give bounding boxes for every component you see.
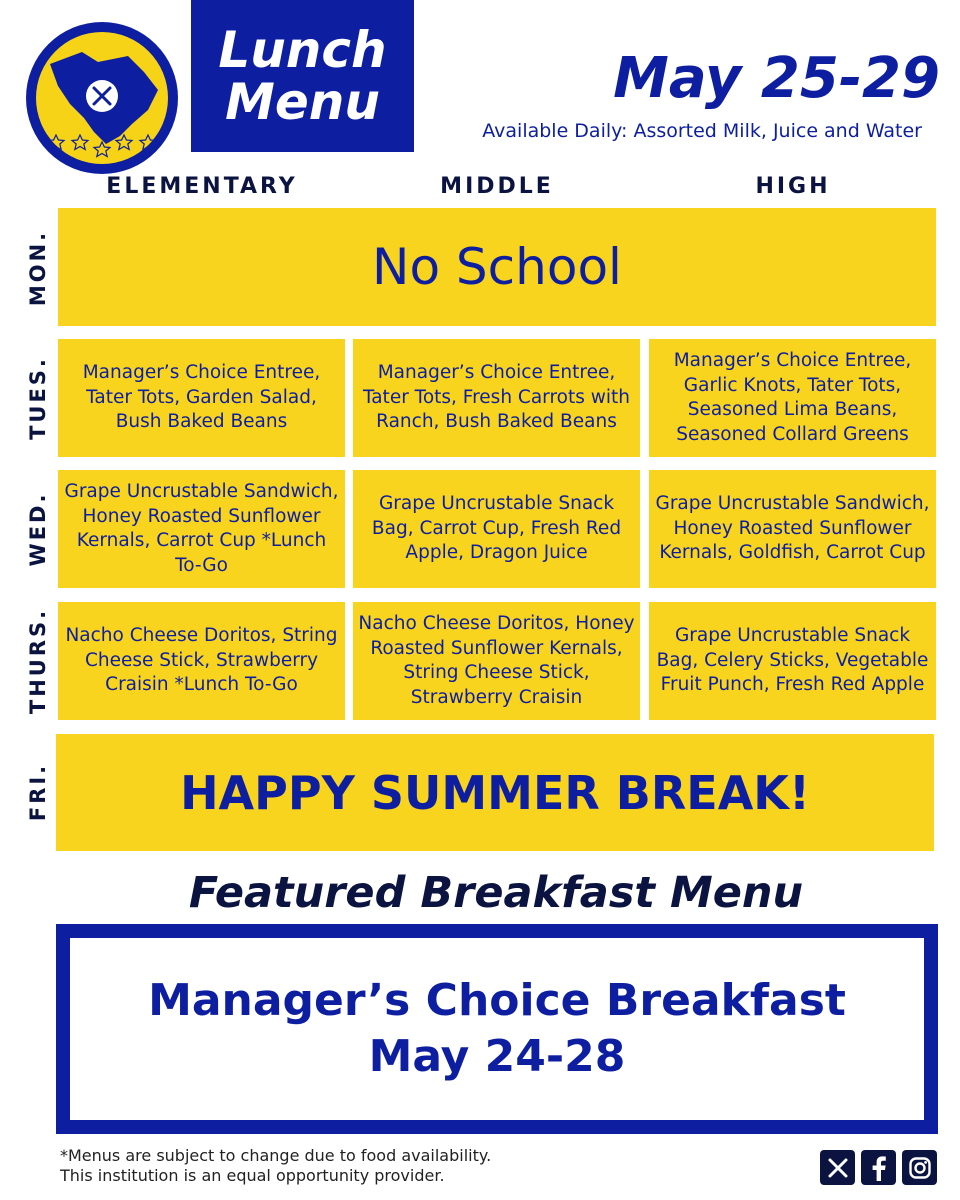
- menu-cell-tues-elementary: Manager’s Choice Entree, Tater Tots, Garden Salad, Bush Baked Beans: [58, 339, 345, 457]
- title-line-1: Lunch: [218, 21, 387, 79]
- footnote: [60, 1146, 491, 1186]
- banner-summer-break: HAPPY SUMMER BREAK!: [56, 734, 934, 851]
- breakfast-dates: May 24-28: [368, 1031, 626, 1082]
- district-logo: [26, 22, 178, 174]
- menu-cell-wed-elementary: Grape Uncrustable Sandwich, Honey Roasted Sunflower Kernals, Carrot Cup *Lunch To-Go: [58, 470, 345, 588]
- column-header-middle: MIDDLE: [440, 174, 554, 199]
- date-range: May 25-29: [613, 46, 940, 111]
- menu-cell-thurs-high: Grape Uncrustable Snack Bag, Celery Sticks, Vegetable Fruit Punch, Fresh Red Apple: [649, 602, 936, 720]
- available-daily-note: Available Daily: Assorted Milk, Juice and Water: [482, 120, 922, 142]
- x-icon[interactable]: [820, 1150, 855, 1185]
- menu-cell-wed-high: Grape Uncrustable Sandwich, Honey Roasted Sunflower Kernals, Goldfish, Carrot Cup: [649, 470, 936, 588]
- footnote-equal-opportunity: This institution is an equal opportunity provider.: [60, 1166, 445, 1185]
- banner-no-school: No School: [58, 208, 936, 326]
- instagram-icon[interactable]: [902, 1150, 937, 1185]
- menu-cell-thurs-middle: Nacho Cheese Doritos, Honey Roasted Sunflower Kernals, String Cheese Stick, Strawberry Craisin: [353, 602, 640, 720]
- breakfast-box: [56, 924, 938, 1134]
- featured-breakfast-heading: Featured Breakfast Menu: [188, 868, 804, 918]
- state-utensils-icon: [36, 32, 168, 164]
- menu-cell-thurs-elementary: Nacho Cheese Doritos, String Cheese Stick, Strawberry Craisin *Lunch To-Go: [58, 602, 345, 720]
- lunch-menu-title: [191, 0, 414, 152]
- column-header-elementary: ELEMENTARY: [106, 174, 298, 199]
- footnote-availability: *Menus are subject to change due to food availability.: [60, 1146, 492, 1165]
- facebook-icon[interactable]: [861, 1150, 896, 1185]
- title-line-2: Menu: [225, 73, 380, 131]
- column-header-high: HIGH: [755, 174, 831, 199]
- menu-cell-wed-middle: Grape Uncrustable Snack Bag, Carrot Cup, Fresh Red Apple, Dragon Juice: [353, 470, 640, 588]
- menu-cell-tues-high: Manager’s Choice Entree, Garlic Knots, Tater Tots, Seasoned Lima Beans, Seasoned Collard Greens: [649, 339, 936, 457]
- menu-cell-tues-middle: Manager’s Choice Entree, Tater Tots, Fresh Carrots with Ranch, Bush Baked Beans: [353, 339, 640, 457]
- breakfast-item: Manager’s Choice Breakfast: [148, 975, 846, 1026]
